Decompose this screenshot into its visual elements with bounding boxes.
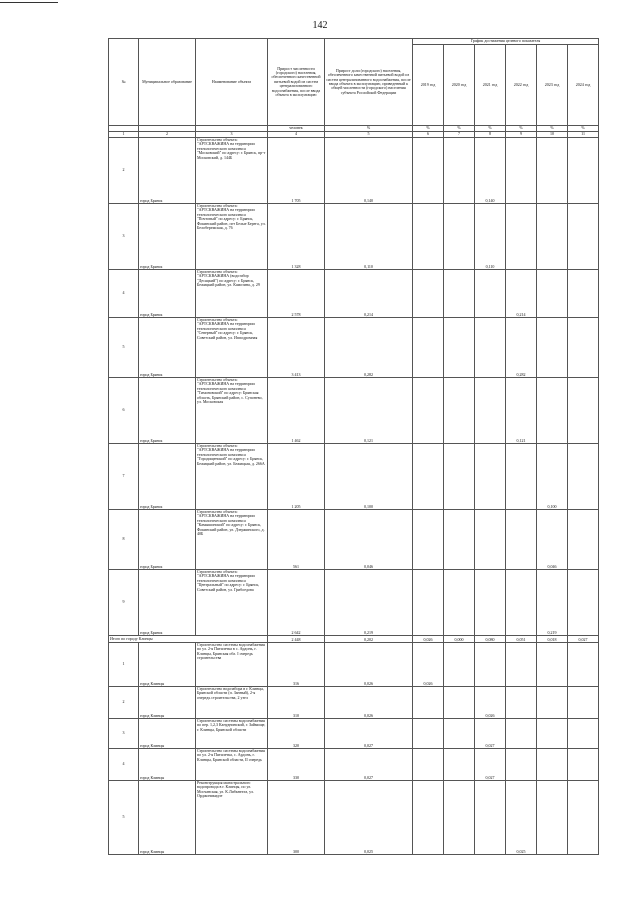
object-name-cell: Строительство объекта: "АРТСКВАЖИНА на территории технологического комплекса "Почтовый" по адресу: г. Брянск, Фокинский район, пгт Белые Берега, ул. Белобережская, д. 76 — [196, 204, 268, 270]
column-number-cell: 5 — [325, 132, 413, 138]
object-name-cell: Строительство объекта: "АРТСКВАЖИНА на территории технологического комплекса "Центральный" по адресу: г. Брянск, Советский район, ул. Грибоедова — [196, 570, 268, 636]
population-growth-cell: 1 205 — [268, 444, 325, 510]
population-growth-cell: 316 — [268, 643, 325, 687]
year-value-cell — [537, 204, 568, 270]
year-value-cell — [444, 643, 475, 687]
year-value-cell: 0,110 — [475, 204, 506, 270]
municipality-cell: город Клинцы — [139, 687, 196, 719]
table-row — [109, 378, 599, 444]
year-value-cell — [568, 138, 599, 204]
year-value-cell — [506, 444, 537, 510]
year-value-cell: 0,282 — [506, 318, 537, 378]
year-value-cell — [537, 781, 568, 855]
year-value-cell — [568, 270, 599, 318]
share-growth-cell: 0,214 — [325, 270, 413, 318]
year-value-cell — [568, 643, 599, 687]
year-value-cell — [537, 719, 568, 749]
year-value-cell — [506, 138, 537, 204]
share-growth-cell: 0,100 — [325, 444, 413, 510]
object-name-cell: Реконструкция магистрального водопровода в г. Клинцы, по ул. Мосчанская, ул. К.Либкнехта, ул. Орджоникидзе — [196, 781, 268, 855]
object-name-cell: Строительство системы водоснабжения по ул. 2-я Пятилетка, с. Ардонь, г. Клинцы, Брянской области, II очередь — [196, 749, 268, 781]
header-number: № — [109, 39, 139, 126]
year-value-cell — [444, 781, 475, 855]
population-growth-cell: 300 — [268, 781, 325, 855]
year-value-cell: 0,214 — [506, 270, 537, 318]
header-year: 2024 год — [568, 45, 599, 126]
year-value-cell: 0,018 — [537, 636, 568, 643]
year-value-cell — [537, 687, 568, 719]
row-number: 7 — [109, 444, 139, 510]
share-growth-cell: 0,025 — [325, 781, 413, 855]
header-year: 2020 год — [444, 45, 475, 126]
row-number: 4 — [109, 270, 139, 318]
row-number: 9 — [109, 570, 139, 636]
municipality-cell: город Брянск — [139, 138, 196, 204]
year-value-cell — [568, 749, 599, 781]
header-year: 2019 год — [413, 45, 444, 126]
column-number-cell: 1 — [109, 132, 139, 138]
share-growth-cell: 0,026 — [325, 687, 413, 719]
share-growth-cell: 0,027 — [325, 749, 413, 781]
header-share-growth: Прирост доли (городского) населения, обеспеченного качественной питьевой водой из систем централизованного водоснабжения, после ввода объекта в эксплуатацию, приведенный к общей численности (городского) населения субъекта Российской Федерации — [325, 39, 413, 126]
year-value-cell — [413, 510, 444, 570]
year-value-cell: 0,026 — [475, 687, 506, 719]
table-row — [109, 204, 599, 270]
year-value-cell — [537, 270, 568, 318]
year-value-cell — [506, 643, 537, 687]
year-value-cell — [413, 138, 444, 204]
year-value-cell — [475, 318, 506, 378]
year-value-cell — [444, 318, 475, 378]
population-growth-cell: 320 — [268, 719, 325, 749]
year-value-cell: 0,026 — [413, 636, 444, 643]
column-number-cell: 3 — [196, 132, 268, 138]
header-year: 2022 год — [506, 45, 537, 126]
object-name-cell: Строительство объекта: "АРТСКВАЖИНА на территории технологического комплекса "Тимоновский" по адресу: Брянская область, Брянский район, с. Супонево, ул. Московская — [196, 378, 268, 444]
year-value-cell — [413, 749, 444, 781]
row-number: 6 — [109, 378, 139, 444]
municipality-cell: город Брянск — [139, 204, 196, 270]
municipality-cell: город Клинцы — [139, 719, 196, 749]
year-value-cell — [568, 318, 599, 378]
year-value-cell — [506, 510, 537, 570]
year-value-cell — [506, 749, 537, 781]
municipality-cell: город Клинцы — [139, 749, 196, 781]
population-growth-cell: 2 642 — [268, 570, 325, 636]
table-row — [109, 510, 599, 570]
unit-cell: % — [325, 126, 413, 132]
header-population-growth: Прирост численности (городского) населения, обеспеченного качественной питьевой водой из систем централизованного водоснабжения, после ввода объекта в эксплуатацию — [268, 39, 325, 126]
municipality-cell: город Брянск — [139, 378, 196, 444]
table-row — [109, 719, 599, 749]
year-value-cell: 0,121 — [506, 378, 537, 444]
row-number: 2 — [109, 687, 139, 719]
year-value-cell — [444, 270, 475, 318]
year-value-cell — [444, 570, 475, 636]
population-growth-cell: 561 — [268, 510, 325, 570]
header-year: 2021 год — [475, 45, 506, 126]
table-row — [109, 570, 599, 636]
row-number: 3 — [109, 719, 139, 749]
year-value-cell: 0,025 — [506, 781, 537, 855]
column-number-cell: 10 — [537, 132, 568, 138]
row-number: 2 — [109, 138, 139, 204]
population-growth-cell: 330 — [268, 749, 325, 781]
year-value-cell — [568, 444, 599, 510]
population-growth-cell: 310 — [268, 687, 325, 719]
year-value-cell — [506, 570, 537, 636]
column-number-cell: 7 — [444, 132, 475, 138]
object-name-cell: Строительство объекта: "АРТСКВАЖИНА на территории технологического комплекса "Камышинский" по адресу: г. Брянск, Фокинский район, ул. Дзержинского, д. 40Б — [196, 510, 268, 570]
year-value-cell — [413, 570, 444, 636]
year-value-cell — [568, 687, 599, 719]
header-year: 2023 год — [537, 45, 568, 126]
year-value-cell: 0,051 — [506, 636, 537, 643]
share-growth-cell: 0,140 — [325, 138, 413, 204]
year-value-cell — [413, 318, 444, 378]
year-value-cell — [506, 204, 537, 270]
year-value-cell: 0,100 — [537, 444, 568, 510]
year-value-cell: 0,046 — [537, 510, 568, 570]
year-value-cell: 0,027 — [475, 749, 506, 781]
share-growth-cell: 0,121 — [325, 378, 413, 444]
year-value-cell — [444, 749, 475, 781]
share-growth-cell: 0,110 — [325, 204, 413, 270]
share-growth-cell: 0,026 — [325, 643, 413, 687]
year-value-cell — [568, 204, 599, 270]
year-value-cell — [444, 378, 475, 444]
table-row — [109, 643, 599, 687]
year-value-cell — [537, 749, 568, 781]
year-value-cell — [475, 444, 506, 510]
year-value-cell — [537, 138, 568, 204]
table-row — [109, 687, 599, 719]
column-number-cell: 2 — [139, 132, 196, 138]
year-value-cell — [444, 138, 475, 204]
row-number: 3 — [109, 204, 139, 270]
column-number-cell: 4 — [268, 132, 325, 138]
object-name-cell: Строительство объекта: "АРТСКВАЖИНА (водозабор "Десяцкий") по адресу: г. Брянск, Бежицкий район, ул. Камозина, д. 29 — [196, 270, 268, 318]
table-row — [109, 749, 599, 781]
year-value-cell — [568, 781, 599, 855]
header-object: Наименование объекта — [196, 39, 268, 126]
year-value-cell — [537, 318, 568, 378]
object-name-cell: Строительство объекта: "АРТСКВАЖИНА на территории технологического комплекса "Северный" по адресу: г. Брянск, Советский район, ул. Ипподромная — [196, 318, 268, 378]
year-value-cell — [475, 570, 506, 636]
year-value-cell — [413, 687, 444, 719]
column-number-cell: 6 — [413, 132, 444, 138]
row-number: 1 — [109, 643, 139, 687]
table-row — [109, 444, 599, 510]
year-value-cell: 0,000 — [444, 636, 475, 643]
population-growth-cell: 1 462 — [268, 378, 325, 444]
share-growth-cell: 0,202 — [325, 636, 413, 643]
year-value-cell — [413, 719, 444, 749]
municipality-cell: город Клинцы — [139, 643, 196, 687]
table-row — [109, 781, 599, 855]
year-value-cell — [413, 444, 444, 510]
population-growth-cell: 1 705 — [268, 138, 325, 204]
year-value-cell — [475, 510, 506, 570]
table-row — [109, 318, 599, 378]
year-value-cell — [413, 270, 444, 318]
year-value-cell — [444, 204, 475, 270]
object-name-cell: Строительство объекта: "АРТСКВАЖИНА на территории технологического комплекса "Городищенский" по адресу: г. Брянск, Бежицкий район, ул. Бежицкая, д. 266А — [196, 444, 268, 510]
year-value-cell — [444, 510, 475, 570]
year-value-cell — [475, 378, 506, 444]
row-number: 8 — [109, 510, 139, 570]
municipality-cell: город Брянск — [139, 318, 196, 378]
indicator-table — [108, 38, 599, 855]
row-number: 4 — [109, 749, 139, 781]
year-value-cell: 0,140 — [475, 138, 506, 204]
year-value-cell — [568, 378, 599, 444]
year-value-cell — [537, 378, 568, 444]
municipality-cell: город Клинцы — [139, 781, 196, 855]
year-value-cell: 0,080 — [475, 636, 506, 643]
population-growth-cell: 1 328 — [268, 204, 325, 270]
population-growth-cell: 2 448 — [268, 636, 325, 643]
year-value-cell: 0,026 — [413, 643, 444, 687]
year-value-cell — [413, 204, 444, 270]
row-number: 5 — [109, 318, 139, 378]
header-municipality: Муниципальное образование — [139, 39, 196, 126]
unit-cell: % — [413, 126, 444, 132]
column-number-cell: 11 — [568, 132, 599, 138]
total-label: Итого по городу Клинцы — [109, 636, 268, 643]
year-value-cell — [475, 270, 506, 318]
year-value-cell — [537, 643, 568, 687]
year-value-cell — [444, 444, 475, 510]
page-number: 142 — [312, 20, 328, 31]
table-row — [109, 270, 599, 318]
population-growth-cell: 3 413 — [268, 318, 325, 378]
year-value-cell — [506, 687, 537, 719]
year-value-cell: 0,027 — [568, 636, 599, 643]
year-value-cell: 0,219 — [537, 570, 568, 636]
municipality-cell: город Брянск — [139, 570, 196, 636]
municipality-cell: город Брянск — [139, 444, 196, 510]
object-name-cell: Строительство водозабора в г. Клинцы, Брянской области (п. Занный), 2-я очередь строительства, 2 узел — [196, 687, 268, 719]
column-number-cell: 8 — [475, 132, 506, 138]
year-value-cell — [444, 719, 475, 749]
year-value-cell — [568, 719, 599, 749]
unit-cell: % — [537, 126, 568, 132]
table-row — [109, 138, 599, 204]
column-number-cell: 9 — [506, 132, 537, 138]
share-growth-cell: 0,219 — [325, 570, 413, 636]
municipality-cell: город Брянск — [139, 270, 196, 318]
municipality-cell: город Брянск — [139, 510, 196, 570]
year-value-cell — [444, 687, 475, 719]
share-growth-cell: 0,027 — [325, 719, 413, 749]
unit-cell: % — [444, 126, 475, 132]
year-value-cell — [413, 378, 444, 444]
object-name-cell: Строительство системы водоснабжения по пер. 1,2,3 Кануднинский, г. Займище, г. Клинцы, Брянской области — [196, 719, 268, 749]
row-number: 5 — [109, 781, 139, 855]
share-growth-cell: 0,046 — [325, 510, 413, 570]
top-rule — [0, 2, 58, 3]
year-value-cell — [413, 781, 444, 855]
total-row — [109, 636, 599, 643]
share-growth-cell: 0,282 — [325, 318, 413, 378]
population-growth-cell: 2 578 — [268, 270, 325, 318]
year-value-cell — [475, 781, 506, 855]
year-value-cell — [506, 719, 537, 749]
object-name-cell: Строительство системы водоснабжения по ул. 2-я Пятилетка в с. Ардонь, г. Клинцы, Брянская обл. I очередь строительства — [196, 643, 268, 687]
year-value-cell — [568, 570, 599, 636]
header-schedule: График достижения целевого показателя — [413, 39, 599, 45]
object-name-cell: Строительство объекта: "АРТСКВАЖИНА на территории технологического комплекса "Московский" по адресу: г. Брянск, пр-т Московский, д. 144Б — [196, 138, 268, 204]
unit-cell: человек — [268, 126, 325, 132]
year-value-cell — [475, 643, 506, 687]
unit-cell: % — [506, 126, 537, 132]
year-value-cell: 0,027 — [475, 719, 506, 749]
unit-cell: % — [475, 126, 506, 132]
unit-cell: % — [568, 126, 599, 132]
year-value-cell — [568, 510, 599, 570]
